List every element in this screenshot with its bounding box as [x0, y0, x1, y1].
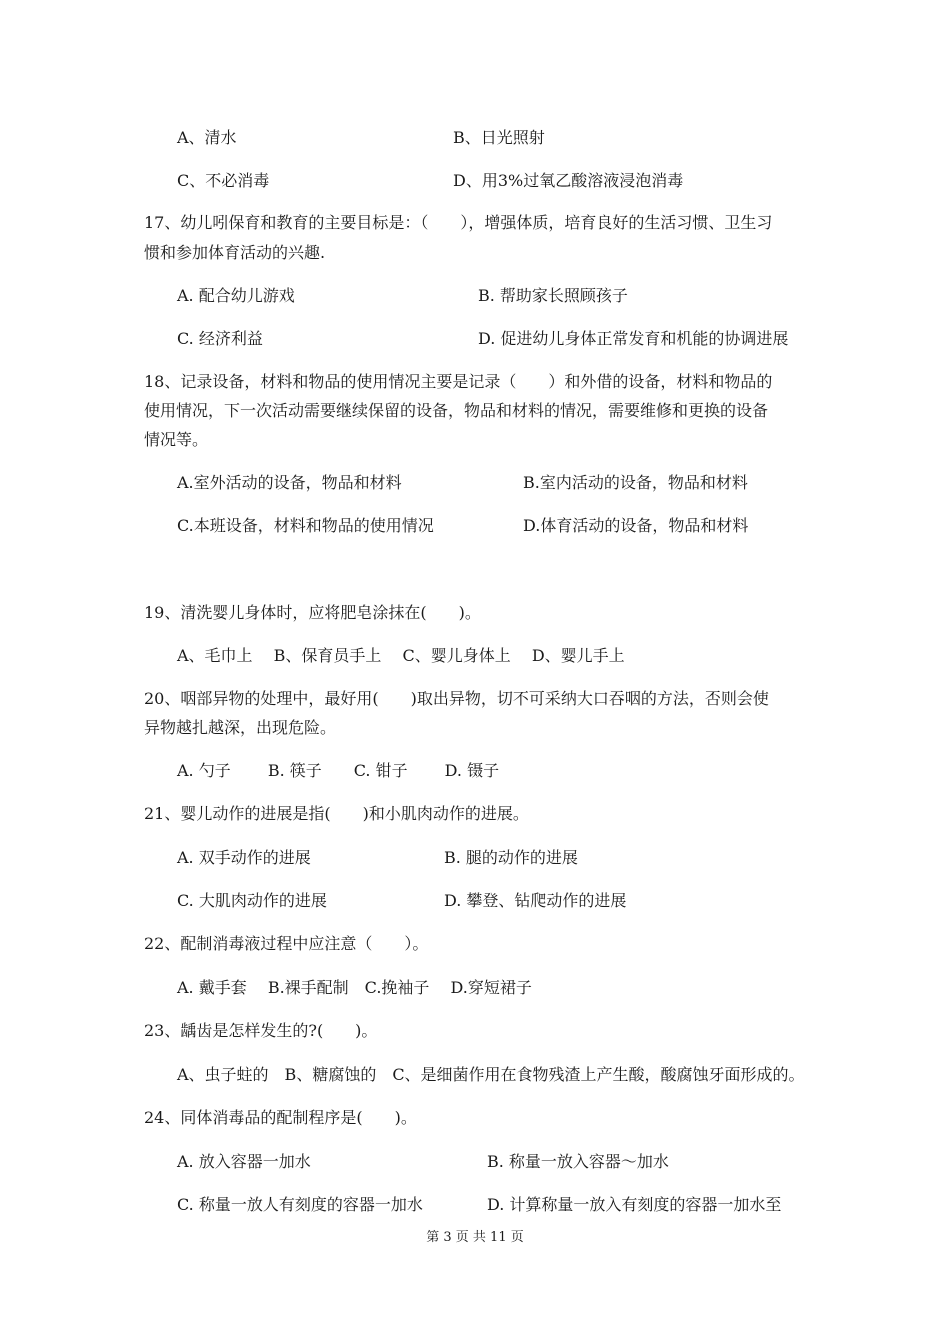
- question-24-option-b: B. 称量一放入容器～加水: [487, 1152, 669, 1171]
- question-21-option-a: A. 双手动作的进展: [177, 848, 311, 867]
- question-18-option-b: B.室内活动的设备，物品和材料: [523, 473, 748, 492]
- option-c: C、不必消毒: [177, 171, 270, 190]
- option-a: A、清水: [177, 128, 237, 147]
- option-d: D、用3%过氧乙酸溶液浸泡消毒: [453, 171, 684, 190]
- question-17-option-a: A. 配合幼儿游戏: [177, 286, 295, 305]
- question-18-stem-line2: 使用情况，下一次活动需要继续保留的设备，物品和材料的情况，需要维修和更换的设备: [144, 401, 769, 420]
- question-18-option-d: D.体育活动的设备，物品和材料: [523, 516, 749, 535]
- question-20-stem-line2: 异物越扎越深，出现危险。: [144, 718, 337, 737]
- question-17-stem-line1: 17、幼儿吲保育和教育的主要目标是：（ ），增强体质，培育良好的生活习惯、卫生习: [144, 213, 773, 232]
- question-18-stem-line1: 18、记录设备，材料和物品的使用情况主要是记录（ ）和外借的设备，材料和物品的: [144, 372, 773, 391]
- question-19-options: A、毛巾上 B、保育员手上 C、婴儿身体上 D、婴儿手上: [177, 646, 625, 665]
- page-footer: 第 3 页 共 11 页: [426, 1230, 524, 1245]
- option-b: B、日光照射: [453, 128, 545, 147]
- question-21-option-c: C. 大肌肉动作的进展: [177, 891, 327, 910]
- question-20-stem-line1: 20、咽部异物的处理中，最好用( )取出异物，切不可采纳大口吞咽的方法，否则会使: [144, 689, 769, 708]
- question-19-stem: 19、清洗婴儿身体时，应将肥皂涂抹在( )。: [144, 603, 481, 622]
- question-18-option-a: A.室外活动的设备，物品和材料: [177, 473, 402, 492]
- question-17-stem-line2: 惯和参加体育活动的兴趣.: [144, 243, 326, 262]
- question-17-option-c: C. 经济利益: [177, 329, 263, 348]
- question-21-option-d: D. 攀登、钻爬动作的进展: [444, 891, 627, 910]
- question-24-option-a: A. 放入容器一加水: [177, 1152, 311, 1171]
- question-17-option-d: D. 促进幼儿身体正常发育和机能的协调进展: [478, 329, 789, 348]
- question-24-option-c: C. 称量一放人有刻度的容器一加水: [177, 1195, 423, 1214]
- question-24-option-d: D. 计算称量一放入有刻度的容器一加水至: [487, 1195, 782, 1214]
- question-18-option-c: C.本班设备，材料和物品的使用情况: [177, 516, 434, 535]
- question-22-stem: 22、配制消毒液过程中应注意（ ）。: [144, 934, 429, 953]
- question-23-stem: 23、龋齿是怎样发生的?( )。: [144, 1021, 378, 1040]
- question-24-stem: 24、同体消毒品的配制程序是( )。: [144, 1108, 417, 1127]
- question-21-option-b: B. 腿的动作的进展: [444, 848, 578, 867]
- question-22-options: A. 戴手套 B.裸手配制 C.挽袖子 D.穿短裙子: [177, 978, 532, 997]
- question-20-options: A. 勺子 B. 筷子 C. 钳子 D. 镊子: [177, 761, 500, 780]
- question-17-option-b: B. 帮助家长照顾孩子: [478, 286, 628, 305]
- question-18-stem-line3: 情况等。: [144, 430, 209, 449]
- question-21-stem: 21、婴儿动作的进展是指( )和小肌肉动作的进展。: [144, 804, 529, 823]
- question-23-options: A、虫子蛀的 B、糖腐蚀的 C、是细菌作用在食物残渣上产生酸，酸腐蚀牙面形成的。: [177, 1065, 805, 1084]
